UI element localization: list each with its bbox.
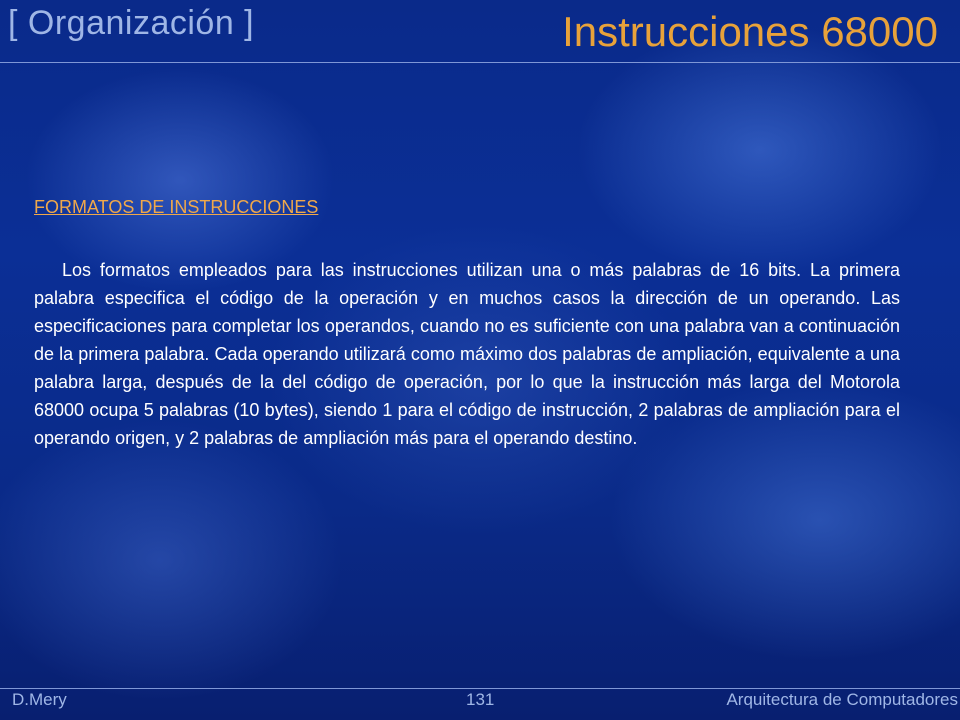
footer-divider <box>0 688 960 689</box>
header-divider <box>0 62 960 63</box>
section-heading: FORMATOS DE INSTRUCCIONES <box>34 197 319 217</box>
slide-title: Instrucciones 68000 <box>562 8 938 55</box>
page-number: 131 <box>466 690 495 709</box>
body-paragraph: Los formatos empleados para las instrucciones utilizan una o más palabras de 16 bits. La primera palabra especifica el código de la operación y en muchos casos la dirección de un operando. Las especificaciones para completar los operandos, cuando no es suficiente con una palabra van a continuación de la primera palabra. Cada operando utilizará como máximo dos palabras de ampliación, equivalente a una palabra larga, después de la del código de operación, por lo que la instrucción más larga del Motorola 68000 ocupa 5 palabras (10 bytes), siendo 1 para el código de instrucción, 2 palabras de ampliación para el operando origen, y 2 palabras de ampliación más para el operando destino. <box>34 260 900 448</box>
footer-author: D.Mery <box>12 690 67 709</box>
section-tag: [ Organización ] <box>8 4 255 42</box>
footer-course: Arquitectura de Computadores <box>726 690 958 709</box>
